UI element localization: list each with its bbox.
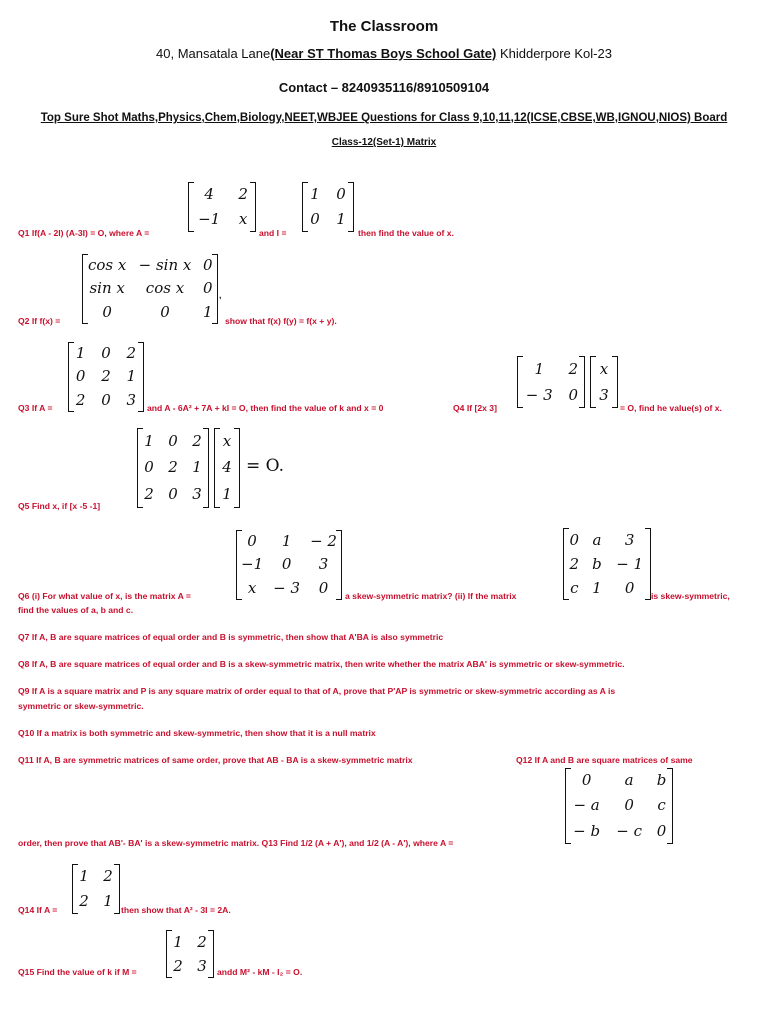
matrix-cell: 1 xyxy=(144,431,154,450)
left-bracket xyxy=(166,930,172,978)
matrix-row xyxy=(236,530,342,553)
matrix-cell: 2 xyxy=(79,892,89,910)
matrix-cell: 0 xyxy=(168,485,178,504)
matrix-cell: 2 xyxy=(238,185,248,203)
right-bracket xyxy=(234,428,240,508)
matrix-cell: 2 xyxy=(75,390,86,409)
matrix-cell: x xyxy=(247,578,257,597)
page-title: The Classroom xyxy=(329,18,439,35)
matrix-cell: 3 xyxy=(192,485,202,504)
matrix-cell: 1 xyxy=(192,458,202,477)
q1-text-c: then find the value of x. xyxy=(358,228,454,238)
matrix-cell: 0 xyxy=(101,390,111,409)
matrix-cell: c xyxy=(657,796,666,815)
matrix-cell: 0 xyxy=(310,210,320,228)
matrix-q15 xyxy=(166,930,214,978)
matrix-cell: sin x xyxy=(89,279,125,298)
matrix-cell: 2 xyxy=(103,867,113,885)
right-bracket xyxy=(612,356,618,408)
q11-text: Q11 If A, B are symmetric matrices of same order, prove that AB - BA is a skew-symmetric matrix xyxy=(18,755,413,765)
matrix-row xyxy=(166,954,214,978)
q15-text-b: andd M² - kM - I₂ = O. xyxy=(217,967,303,977)
left-bracket xyxy=(590,356,596,408)
matrix-cell: 0 xyxy=(203,256,213,275)
matrix-q13 xyxy=(565,768,673,844)
matrix-cell: 0 xyxy=(160,302,170,321)
left-bracket xyxy=(517,356,523,408)
right-bracket xyxy=(250,182,256,232)
right-bracket xyxy=(579,356,585,408)
q4-text-b: = O, find he value(s) of x. xyxy=(620,403,722,413)
matrix-cell: 0 xyxy=(624,796,634,815)
matrix-grid xyxy=(563,528,651,600)
matrix-cell: 4 xyxy=(222,458,232,477)
matrix-row xyxy=(82,301,218,324)
matrix-cell: 0 xyxy=(656,821,667,840)
right-bracket xyxy=(645,528,651,600)
matrix-cell: x xyxy=(599,359,609,378)
right-bracket xyxy=(208,930,214,978)
matrix-grid xyxy=(68,342,144,412)
matrix-cell: 2 xyxy=(101,367,111,386)
matrix-cell: 3 xyxy=(318,555,329,574)
matrix-grid xyxy=(137,428,209,508)
matrix-row xyxy=(565,819,673,844)
matrix-cell: − 3 xyxy=(273,578,301,597)
matrix-cell: 3 xyxy=(599,385,609,404)
q2-text-a: Q2 If f(x) = xyxy=(18,316,61,326)
q15-text-a: Q15 Find the value of k if M = xyxy=(18,967,137,977)
q6-text-a: Q6 (i) For what value of x, is the matrix A = xyxy=(18,591,191,601)
right-bracket xyxy=(203,428,209,508)
matrix-cell: 0 xyxy=(318,578,329,597)
matrix-row xyxy=(137,428,209,455)
matrix-cell: x xyxy=(222,431,232,450)
matrix-cell: 1 xyxy=(222,485,232,504)
q3-text-b: and A - 6A² + 7A + kI = O, then find the value of k and x = 0 xyxy=(147,403,384,413)
matrix-cell: 2 xyxy=(197,932,207,951)
matrix-q14 xyxy=(72,864,120,914)
q1-text-b: and I = xyxy=(259,228,287,238)
matrix-row xyxy=(302,207,354,232)
left-bracket xyxy=(137,428,143,508)
matrix-cell: 1 xyxy=(126,367,137,386)
matrix-row xyxy=(82,254,218,277)
left-bracket xyxy=(563,528,569,600)
q10-text: Q10 If a matrix is both symmetric and skew-symmetric, then show that it is a null matrix xyxy=(18,728,376,738)
matrix-row xyxy=(517,356,585,382)
matrix-grid xyxy=(82,254,218,324)
matrix-cell: 1 xyxy=(534,359,544,378)
address-post: Khidderpore Kol-23 xyxy=(496,46,612,61)
matrix-row xyxy=(563,528,651,552)
matrix-cell: 0 xyxy=(281,555,292,574)
matrix-cell: − c xyxy=(616,821,642,840)
tagline: Top Sure Shot Maths,Physics,Chem,Biology,NEET,WBJEE Questions for Class 9,10,11,12(ICSE,CBSE,WB,IGNOU,NIOS) Board xyxy=(40,112,728,124)
matrix-grid xyxy=(565,768,673,844)
matrix-cell: 0 xyxy=(581,771,592,790)
matrix-q5-a xyxy=(137,428,209,508)
right-bracket xyxy=(667,768,673,844)
matrix-grid xyxy=(188,182,256,232)
left-bracket xyxy=(302,182,308,232)
matrix-row xyxy=(137,455,209,482)
matrix-cell: cos x xyxy=(145,279,185,298)
matrix-cell: 0 xyxy=(168,431,178,450)
matrix-cell: 1 xyxy=(203,302,213,321)
matrix-grid xyxy=(236,530,342,600)
q6-text-c: is skew-symmetric, xyxy=(651,591,730,601)
matrix-row xyxy=(166,930,214,954)
matrix-q5-b xyxy=(214,428,240,508)
matrix-cell: − b xyxy=(573,821,601,840)
matrix-cell: 0 xyxy=(102,302,112,321)
q6-text-b: a skew-symmetric matrix? (ii) If the matrix xyxy=(345,591,517,601)
address-landmark: (Near ST Thomas Boys School Gate) xyxy=(270,46,497,61)
q1-text-a: Q1 If(A - 2I) (A-3I) = O, where A = xyxy=(18,228,150,238)
left-bracket xyxy=(565,768,571,844)
matrix-cell: b xyxy=(656,771,667,790)
matrix-cell: 1 xyxy=(75,344,86,363)
matrix-row xyxy=(236,577,342,600)
matrix-cell: − a xyxy=(573,796,600,815)
matrix-q2 xyxy=(82,254,218,324)
matrix-cell: 1 xyxy=(310,185,320,203)
matrix-cell: − 1 xyxy=(616,554,644,573)
matrix-cell: 0 xyxy=(568,385,578,404)
matrix-cell: 0 xyxy=(569,530,580,549)
q12-text-b: order, then prove that AB'- BA' is a skew-symmetric matrix. Q13 Find 1/2 (A + A'), and 1/2 (A - A'), where A = xyxy=(18,838,454,848)
matrix-cell: −1 xyxy=(198,210,221,228)
left-bracket xyxy=(68,342,74,412)
left-bracket xyxy=(82,254,88,324)
matrix-row xyxy=(82,277,218,300)
matrix-cell: c xyxy=(570,578,579,597)
q14-text-a: Q14 If A = xyxy=(18,905,58,915)
address-pre: 40, Mansatala Lane xyxy=(156,46,271,61)
matrix-cell: 1 xyxy=(173,932,183,951)
matrix-grid xyxy=(72,864,120,914)
matrix-row xyxy=(68,365,144,388)
matrix-cell: 1 xyxy=(79,867,89,885)
matrix-q3 xyxy=(68,342,144,412)
matrix-row xyxy=(68,389,144,412)
matrix-cell: 2 xyxy=(126,344,137,363)
q3-text-a: Q3 If A = xyxy=(18,403,53,413)
matrix-grid xyxy=(166,930,214,978)
matrix-row xyxy=(72,864,120,889)
left-bracket xyxy=(236,530,242,600)
matrix-row xyxy=(236,553,342,576)
matrix-cell: x xyxy=(238,210,248,228)
matrix-cell: − 3 xyxy=(525,385,553,404)
matrix-cell: a xyxy=(592,530,602,549)
right-bracket xyxy=(336,530,342,600)
matrix-row xyxy=(517,382,585,408)
matrix-cell: 1 xyxy=(103,892,113,910)
matrix-q6-b xyxy=(563,528,651,600)
matrix-cell: 0 xyxy=(247,532,257,551)
matrix-row xyxy=(188,207,256,232)
q12-text-a: Q12 If A and B are square matrices of same xyxy=(516,755,693,765)
matrix-q6-a xyxy=(236,530,342,600)
q2-comma: , xyxy=(219,290,222,300)
matrix-cell: −1 xyxy=(241,555,264,574)
matrix-cell: 0 xyxy=(144,458,154,477)
matrix-row xyxy=(565,793,673,818)
q6-text-d: find the values of a, b and c. xyxy=(18,605,134,615)
matrix-grid xyxy=(517,356,585,408)
matrix-cell: 3 xyxy=(126,390,137,409)
matrix-cell: 2 xyxy=(168,458,178,477)
matrix-cell: 1 xyxy=(336,210,346,228)
matrix-row xyxy=(563,576,651,600)
right-bracket xyxy=(114,864,120,914)
matrix-row xyxy=(302,182,354,207)
q9-text-b: symmetric or skew-symmetric. xyxy=(18,701,144,711)
q8-text: Q8 If A, B are square matrices of equal order and B is a skew-symmetric matrix, then write whether the matrix ABA' is symmetric or skew-symmetric. xyxy=(18,659,625,669)
right-bracket xyxy=(348,182,354,232)
matrix-cell: 1 xyxy=(592,578,602,597)
q2-text-b: show that f(x) f(y) = f(x + y). xyxy=(225,316,337,326)
q14-text-b: then show that A² - 3I = 2A. xyxy=(121,905,231,915)
matrix-cell: 1 xyxy=(281,532,292,551)
matrix-cell: 3 xyxy=(624,530,635,549)
matrix-cell: 0 xyxy=(203,279,213,298)
matrix-cell: a xyxy=(624,771,634,790)
matrix-cell: − sin x xyxy=(138,256,192,275)
matrix-cell: 2 xyxy=(144,485,154,504)
matrix-row xyxy=(563,552,651,576)
matrix-row xyxy=(137,481,209,508)
matrix-cell: − 2 xyxy=(310,532,337,551)
matrix-row xyxy=(565,768,673,793)
matrix-cell: 0 xyxy=(101,344,111,363)
matrix-cell: 0 xyxy=(75,367,86,386)
matrix-q4-b xyxy=(590,356,618,408)
left-bracket xyxy=(188,182,194,232)
q9-text-a: Q9 If A is a square matrix and P is any square matrix of order equal to that of A, prove that P'AP is symmetric or skew-symmetric according as A is xyxy=(18,686,616,696)
left-bracket xyxy=(214,428,220,508)
matrix-cell: 4 xyxy=(204,185,214,203)
q5-equals: = O. xyxy=(246,456,284,476)
q4-text-a: Q4 If [2x 3] xyxy=(453,403,497,413)
matrix-row xyxy=(68,342,144,365)
matrix-cell: 0 xyxy=(336,185,346,203)
matrix-q1-i xyxy=(302,182,354,232)
left-bracket xyxy=(72,864,78,914)
matrix-grid xyxy=(302,182,354,232)
matrix-row xyxy=(72,889,120,914)
matrix-q4-a xyxy=(517,356,585,408)
matrix-row xyxy=(188,182,256,207)
matrix-cell: 2 xyxy=(173,956,183,975)
q7-text: Q7 If A, B are square matrices of equal order and B is symmetric, then show that A'BA is also symmetric xyxy=(18,632,444,642)
address xyxy=(0,46,768,61)
matrix-cell: 0 xyxy=(624,578,635,597)
matrix-cell: b xyxy=(592,554,602,573)
matrix-cell: 2 xyxy=(569,554,580,573)
right-bracket xyxy=(212,254,218,324)
matrix-cell: cos x xyxy=(87,256,127,275)
subtitle: Class-12(Set-1) Matrix xyxy=(331,137,437,148)
matrix-cell: 2 xyxy=(192,431,202,450)
matrix-q1-a xyxy=(188,182,256,232)
q5-text-a: Q5 Find x, if [x -5 -1] xyxy=(18,501,101,511)
contact: Contact – 8240935116/8910509104 xyxy=(278,80,490,95)
matrix-cell: 3 xyxy=(197,956,207,975)
right-bracket xyxy=(138,342,144,412)
matrix-cell: 2 xyxy=(568,359,578,378)
